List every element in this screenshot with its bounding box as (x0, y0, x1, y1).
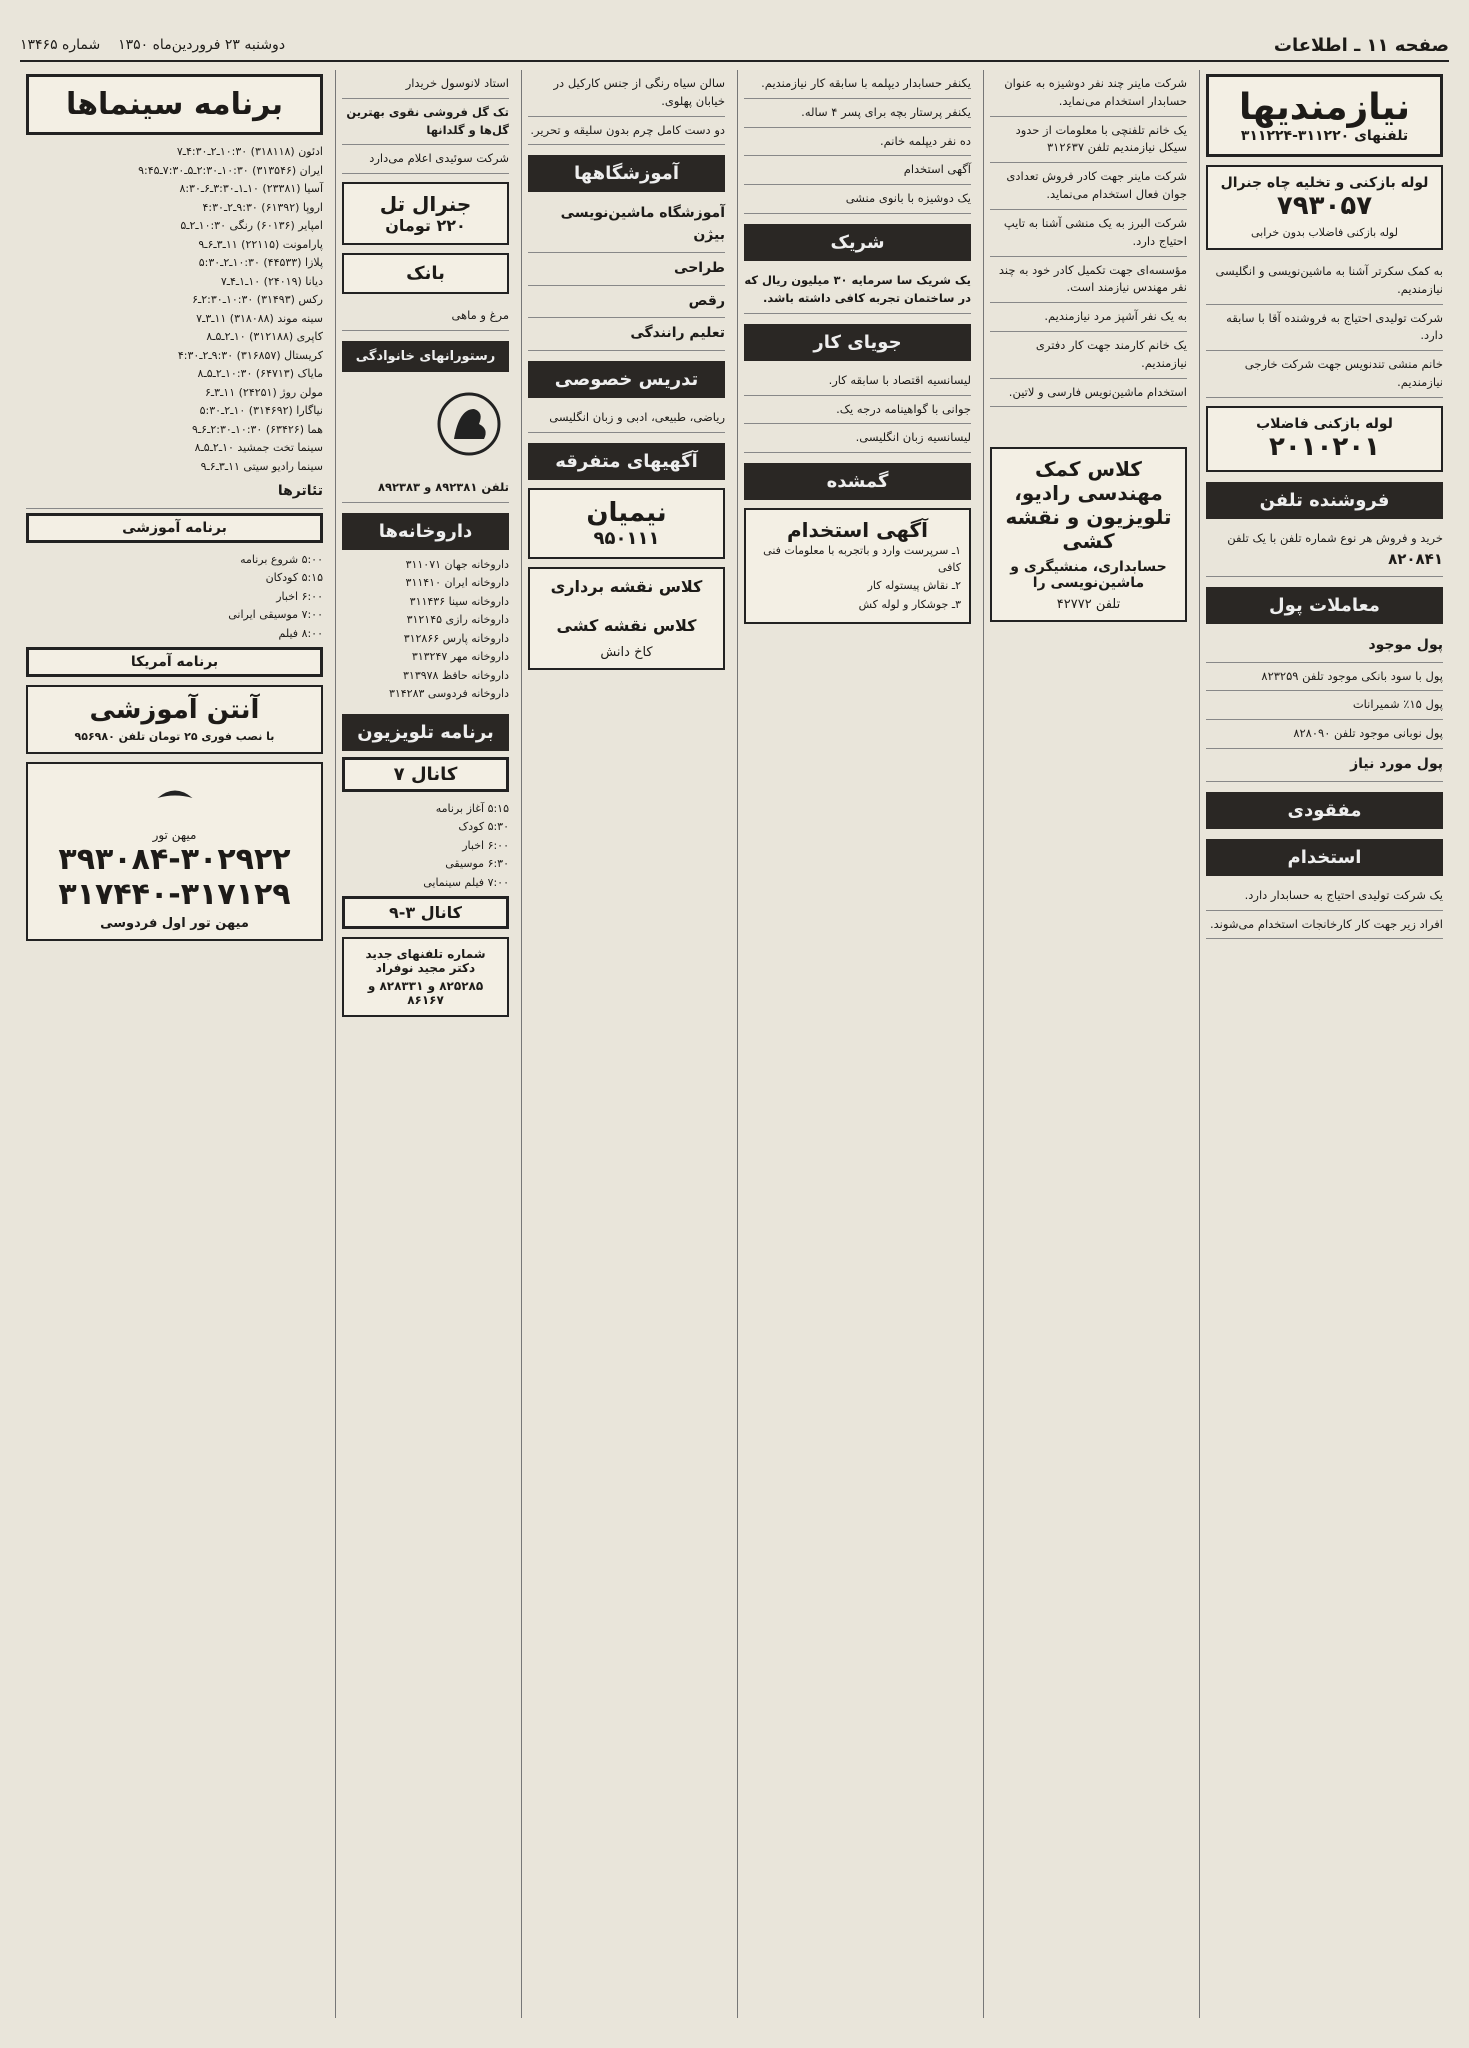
column-services (335, 70, 515, 2018)
money-item: پول با سود بانکی موجود تلفن ۸۲۳۲۵۹ (1206, 663, 1443, 692)
section-money: معاملات پول (1206, 587, 1443, 624)
jobseek-item: لیسانسیه اقتصاد با سابقه کار. (744, 367, 971, 396)
doctor-ad (342, 937, 509, 1017)
watch-price: ۲۲۰ تومان (385, 216, 466, 236)
doctor-title: شماره تلفنهای جدید دکتر مجید نوفراد (365, 947, 486, 976)
cinema-item: ایران (۳۱۳۵۴۶) ۱۰:۳۰ـ۲:۳۰ـ۵ـ۷:۳۰ـ۹:۴۵ (138, 163, 323, 177)
cinema-item: کریستال (۳۱۶۸۵۷) ۹:۳۰ـ۲ـ۴:۳۰ (177, 348, 323, 362)
cinema-item: کاپری (۳۱۲۱۸۸) ۱۰ـ۲ـ۵ـ۸ (206, 330, 323, 343)
design-ad (528, 253, 725, 286)
ad-item: یکنفر حسابدار دیپلمه با سابقه کار نیازمندیم. (744, 70, 971, 99)
cinema-item: دیانا (۲۴۰۱۹) ۱۰ـ۱ـ۴ـ۷ (220, 274, 323, 288)
cinema-item: سینه موند (۳۱۸۰۸۸) ۱۱ـ۳ـ۷ (196, 311, 323, 325)
school-ad (528, 198, 725, 252)
ad-general-title: لوله بازکنی و تخلیه چاه جنرال (1220, 175, 1429, 191)
ad-item: یک خانم کارمند جهت کار دفتری نیازمندیم. (990, 332, 1187, 379)
ad-fazelab-title: لوله بازکنی فاضلاب (1256, 415, 1393, 432)
section-partner: شریک (744, 224, 971, 261)
pharmacy-item: داروخانه حافظ ۳۱۳۹۷۸ (403, 668, 509, 682)
cinema-item: آسیا (۲۳۳۸۱) ۱۰ـ۱ـ۳:۳۰ـ۶ـ۸:۳۰ (179, 182, 323, 195)
map-class-sub: کلاس نقشه کشی (556, 615, 697, 635)
meat-ad: مرغ و ماهی (342, 302, 509, 331)
pharmacy-item: داروخانه مهر ۳۱۳۲۴۷ (411, 650, 509, 664)
tv-channel: کانال ۷ (342, 757, 509, 792)
jobseek-item: جوانی با گواهینامه درجه یک. (744, 396, 971, 425)
hire-item: یک شرکت تولیدی احتیاج به حسابدار دارد. (1206, 882, 1443, 911)
hire-box-item: ۲ـ نقاش پیستوله کار (867, 579, 961, 593)
money-item: پول ۱۵٪ شمیرانات (1206, 691, 1443, 720)
doctor-phone: ۸۲۵۲۸۵ و ۸۲۸۳۳۱ و ۸۶۱۶۷ (367, 979, 484, 1008)
cinema-item: سینما رادیو سیتی ۱۱ـ۳ـ۶ـ۹ (200, 459, 323, 473)
class-ad-sub: حسابداری، منشیگری و ماشین‌نویسی را (1010, 559, 1167, 592)
class-ad (990, 447, 1187, 622)
cinema-item: پلازا (۴۴۵۳۳) ۱۰:۳۰ـ۲ـ۵:۳۰ (198, 256, 323, 269)
classifieds-title: نیازمندیها (1238, 87, 1411, 128)
antenna-sub: با نصب فوری ۲۵ تومان تلفن ۹۵۶۹۸۰ (74, 730, 275, 744)
driving-ad (528, 318, 725, 351)
ad-item: خانم منشی تندنویس جهت شرکت خارجی نیازمندیم. (1206, 351, 1443, 398)
rooster-logo-icon (429, 384, 509, 464)
tv-channel-2: کانال ۳-۹ (342, 896, 509, 929)
antenna-ad (26, 685, 323, 754)
section-hire: استخدام (1206, 839, 1443, 876)
brand-ad (528, 488, 725, 559)
radio-item: ۵:۱۵ کودکان (265, 571, 323, 585)
pharmacy-item: داروخانه جهان ۳۱۱۰۷۱ (405, 557, 509, 571)
issue-date (20, 37, 285, 53)
section-schools: آموزشگاهها (528, 155, 725, 192)
column-classifieds (1199, 70, 1449, 2018)
tv-item: ۷:۰۰ فیلم سینمایی (423, 875, 509, 889)
pharmacy-item: داروخانه رازی ۳۱۲۱۴۵ (406, 613, 509, 627)
radio-item: ۵:۰۰ شروع برنامه (240, 552, 323, 566)
driving-title: تعلیم رانندگی (630, 325, 725, 342)
money-item: پول نوبانی موجود تلفن ۸۲۸۰۹۰ (1206, 720, 1443, 749)
money-item (1206, 749, 1443, 782)
pharmacy-item: داروخانه پارس ۳۱۲۸۶۶ (403, 631, 509, 645)
family-phone: تلفن ۸۹۲۳۸۱ و ۸۹۲۳۸۳ (342, 474, 509, 503)
ad-item: به یک نفر آشپز مرد نیازمندیم. (990, 303, 1187, 332)
ad-item: استاد لانوسول خریدار (342, 70, 509, 99)
column-cinemas (20, 70, 329, 2018)
ad-item: شرکت سوئیدی اعلام می‌دارد (342, 145, 509, 174)
hire-box-title: آگهی استخدام (786, 518, 929, 543)
ad-item: سالن سیاه رنگی از جنس کارکیل در خیابان پهلوی. (528, 70, 725, 117)
brand-phone: ۹۵۰۱۱۱ (593, 527, 660, 549)
ad-item: آگهی استخدام (744, 156, 971, 185)
ad-item: ده نفر دیپلمه خانم. (744, 128, 971, 157)
school-title: آموزشگاه ماشین‌نویسی بیژن (560, 205, 725, 244)
date-text: دوشنبه ۲۳ فروردین‌ماه ۱۳۵۰ (118, 37, 286, 53)
map-class-ad (528, 567, 725, 670)
radio-header: برنامه آموزشی (26, 513, 323, 543)
ad-item: شرکت ماینر جهت کادر فروش تعدادی جوان فعال استخدام می‌نماید. (990, 163, 1187, 210)
class-ad-phone: تلفن ۴۲۷۷۲ (1056, 597, 1121, 613)
ad-item: شرکت البرز به یک منشی آشنا به تایپ احتیاج دارد. (990, 210, 1187, 257)
tv-item: ۶:۰۰ اخبار (462, 838, 509, 852)
classifieds-phones: تلفنهای ۳۱۱۲۲۰-۳۱۱۲۲۴ (1240, 128, 1409, 144)
bank-title: بانک (406, 263, 445, 285)
ad-item: شرکت تولیدی احتیاج به فروشنده آقا با سابقه دارد. (1206, 305, 1443, 352)
antenna-title: آنتن آموزشی (89, 695, 260, 726)
page-title: صفحه ۱۱ ـ اطلاعات (1273, 34, 1449, 56)
tv-item: ۵:۳۰ کودک (458, 820, 509, 834)
section-family-restaurants: رستورانهای خانوادگی (342, 341, 509, 372)
pharmacy-item: داروخانه ایران ۳۱۱۴۱۰ (405, 576, 509, 590)
ad-item: شرکت ماینر چند نفر دوشیزه به عنوان حسابدار استخدام می‌نماید. (990, 70, 1187, 117)
firm-phone-1: ۳۹۳۰۸۴-۳۰۲۹۲۲ (58, 842, 291, 878)
section-tutor: تدریس خصوصی (528, 361, 725, 398)
ad-item: تک گل فروشی نقوی بهترین گل‌ها و گلدانها (342, 99, 509, 146)
watch-ad (342, 182, 509, 245)
ad-item: به کمک سکرتر آشنا به ماشین‌نویسی و انگلیسی نیازمندیم. (1206, 258, 1443, 305)
cinema-item: سینما تخت جمشید ۱۰ـ۲ـ۵ـ۸ (194, 441, 323, 454)
ad-general (1206, 165, 1443, 250)
ad-item: یکنفر پرستار بچه برای پسر ۴ ساله. (744, 99, 971, 128)
money-item (1206, 630, 1443, 663)
ad-item: یک خانم تلفنچی با معلومات از حدود سیکل نیازمندیم تلفن ۳۱۲۶۳۷ (990, 117, 1187, 164)
hire-item: افراد زیر جهت کار کارخانجات استخدام می‌شوند. (1206, 911, 1443, 940)
ad-general-sub: لوله بازکنی فاضلاب بدون خرابی (1251, 226, 1398, 239)
ad-general-phone: ۷۹۳۰۵۷ (1276, 191, 1373, 221)
class-ad-title: کلاس کمک مهندسی رادیو، تلویزیون و نقشه کشی (1005, 457, 1172, 554)
partner-ad: یک شریک سا سرمایه ۳۰ میلیون ریال که در ساختمان تجربه کافی داشته باشد. (744, 267, 971, 314)
cinema-item: هما (۶۳۴۲۶) ۱۰:۳۰ـ۲:۳۰ـ۶ـ۹ (192, 422, 323, 436)
section-lost: مفقودی (1206, 792, 1443, 829)
design-title: طراحی (674, 259, 725, 276)
cinema-item: اروپا (۶۱۳۹۲) ۹:۳۰ـ۲ـ۴:۳۰ (202, 200, 323, 214)
eagle-logo-icon (135, 778, 215, 818)
money-title: پول مورد نیاز (1350, 756, 1443, 773)
firm-name: میهن تور (152, 828, 197, 843)
ad-item: مؤسسه‌ای جهت تکمیل کادر خود به چند نفر مهندس نیازمند است. (990, 257, 1187, 304)
phone-ad-text: خرید و فروش هر نوع شماره تلفن با یک تلفن (1227, 530, 1443, 545)
pharmacy-item: داروخانه سینا ۳۱۱۴۳۶ (409, 594, 509, 608)
cinema-item: مایاک (۶۴۷۱۳) ۱۰:۳۰ـ۲ـ۵ـ۸ (197, 367, 323, 380)
hire-box-item: ۳ـ جوشکار و لوله کش (858, 597, 961, 611)
dance-title: رقص (688, 292, 725, 309)
tv-item: ۵:۱۵ آغاز برنامه (435, 801, 509, 815)
pharmacy-item: داروخانه فردوسی ۳۱۴۲۸۳ (388, 687, 509, 701)
section-phone: فروشنده تلفن (1206, 482, 1443, 519)
cinema-item: امپایر (۶۰۱۳۶) رنگی ۱۰:۳۰ـ۲ـ۵ (180, 219, 323, 232)
cinemas-header: برنامه سینماها (26, 74, 323, 135)
map-class-title: کلاس نقشه برداری (550, 576, 703, 596)
ad-item: یک دوشیزه با بانوی منشی (744, 185, 971, 214)
ad-item: استخدام ماشین‌نویس فارسی و لاتین. (990, 379, 1187, 408)
firm-footer: میهن تور اول فردوسی (100, 916, 249, 932)
column-education (521, 70, 731, 2018)
column-mixed (737, 70, 977, 2018)
theater-label: تئاترها (277, 483, 323, 499)
hire-box (744, 508, 971, 624)
issue-number: شماره ۱۳۴۶۵ (20, 37, 101, 53)
tutor-ad: ریاضی، طبیعی، ادبی و زبان انگلیسی (528, 404, 725, 433)
hire-box-item: ۱ـ سرپرست وارد و باتجربه با معلومات فنی کافی (763, 544, 961, 574)
section-misc: آگهیهای متفرقه (528, 443, 725, 480)
cinema-item: نیاگارا (۳۱۴۶۹۲) ۱۰ـ۲ـ۵:۳۰ (199, 404, 323, 417)
ad-fazelab (1206, 406, 1443, 472)
america-header: برنامه آمریکا (26, 647, 323, 677)
cinema-item: پارامونت (۲۲۱۱۵) ۱۱ـ۳ـ۶ـ۹ (198, 237, 323, 251)
ad-fazelab-phone: ۲۰۱۰۲۰۱ (1268, 431, 1381, 462)
radio-item: ۷:۰۰ موسیقی ایرانی (228, 608, 323, 622)
firm-phone-2: ۳۱۷۴۴۰-۳۱۷۱۲۹ (58, 877, 291, 913)
section-tv: برنامه تلویزیون (342, 714, 509, 751)
section-lost: گمشده (744, 463, 971, 500)
cinema-item: ادئون (۳۱۸۱۱۸) ۱۰:۳۰ـ۲ـ۴:۳۰ـ۷ (176, 145, 323, 158)
bank-ad (342, 253, 509, 294)
column-hiring (983, 70, 1193, 2018)
firm-ad (26, 762, 323, 941)
phone-ad-number: ۸۲۰۸۴۱ (1388, 549, 1443, 568)
radio-item: ۶:۰۰ اخبار (276, 589, 323, 603)
ad-item: دو دست کامل چرم بدون سلیقه و تحریر. (528, 117, 725, 146)
section-pharmacies: داروخانه‌ها (342, 513, 509, 550)
brand-name: نیمیان (586, 497, 667, 528)
tv-item: ۶:۳۰ موسیقی (445, 857, 509, 871)
theater-title (26, 476, 323, 509)
classifieds-header (1206, 74, 1443, 157)
map-class-org: کاخ دانش (600, 644, 653, 660)
cinema-item: مولن روژ (۲۴۲۵۱) ۱۱ـ۳ـ۶ (204, 385, 323, 399)
cinema-item: رکس (۳۱۴۹۳) ۱۰:۳۰ـ۲:۳۰ـ۶ (192, 293, 323, 306)
radio-item: ۸:۰۰ فیلم (278, 626, 323, 640)
jobseek-item: لیسانسیه زبان انگلیسی. (744, 424, 971, 453)
dance-ad (528, 286, 725, 319)
money-title: پول موجود (1368, 636, 1443, 653)
watch-title: جنرال تل (379, 192, 472, 217)
phone-ad (1206, 525, 1443, 577)
masthead (20, 30, 1449, 62)
section-jobseek: جویای کار (744, 324, 971, 361)
